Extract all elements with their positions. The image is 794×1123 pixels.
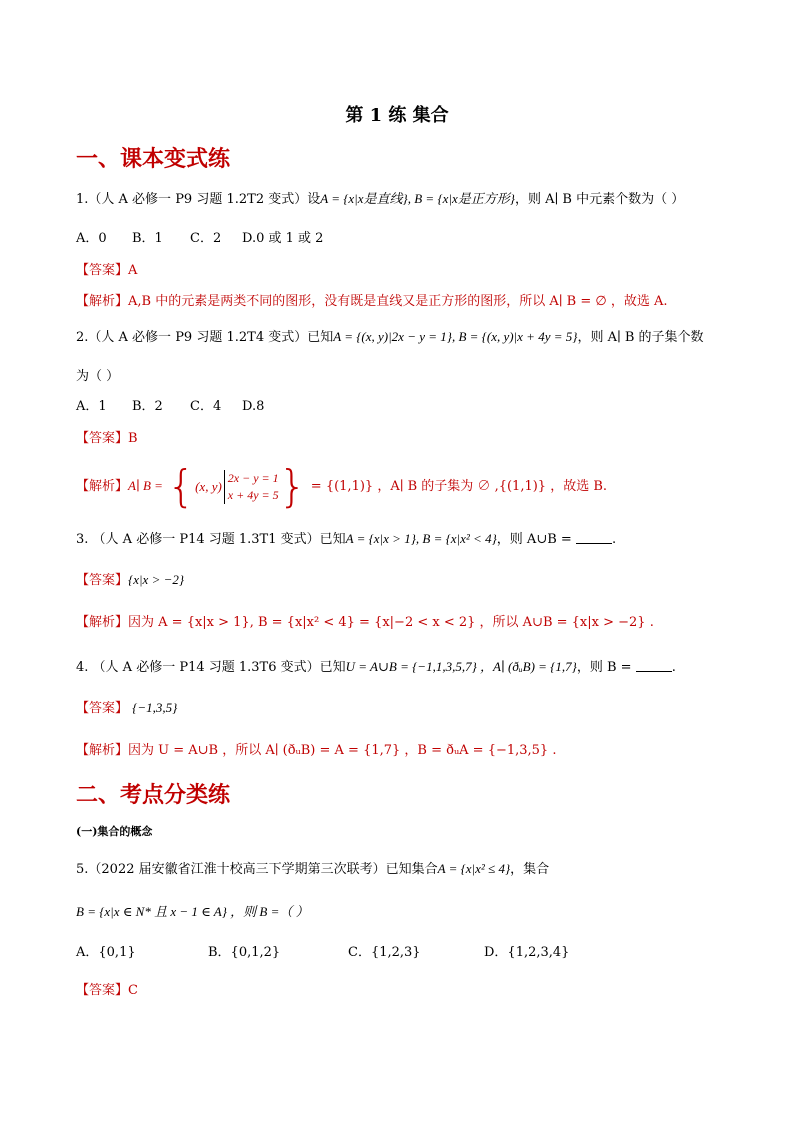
analysis-label: 【解析】 — [76, 743, 129, 758]
q2-analysis-pre: A∣ B = — [128, 478, 163, 493]
analysis-label: 【解析】 — [76, 294, 129, 309]
analysis-label: 【解析】 — [76, 615, 129, 630]
q5-prefix: 5.（2022 届安徽省江淮十校高三下学期第三次联考）已知集合 — [76, 862, 438, 877]
q1-analysis — [76, 293, 667, 311]
section-heading-1: 一、课本变式练 — [76, 146, 231, 172]
answer-label: 【答案】 — [76, 701, 129, 716]
q2-options — [76, 398, 264, 416]
q1-answer — [76, 262, 137, 280]
q3-math: A = {x|x > 1}, B = {x|x² < 4} — [345, 531, 497, 546]
q4-suffix: ，则 B = — [576, 660, 632, 675]
q2-analysis — [76, 460, 608, 512]
answer-blank — [576, 531, 612, 544]
q3-answer-value: {x|x > −2} — [128, 572, 185, 587]
q2-analysis-mid: = {(1,1)} ，A∣ B 的子集为 ∅ ,{(1,1)} ，故选 B. — [310, 479, 608, 494]
question-2 — [76, 328, 704, 347]
q5-line2-text: B = {x|x ∈ N* 且 x − 1 ∈ A} ，则 B =（ ） — [76, 904, 309, 919]
question-3: 3. （人 A 必修一 P14 习题 1.3T1 变式）已知A = {x|x > 1}, B = {x|x² < 4}，则 A∪B = . — [76, 531, 617, 547]
q1-option-a: A．0 — [76, 231, 107, 246]
q1-option-d: D.0 或 1 或 2 — [242, 231, 324, 246]
answer-label: 【答案】 — [76, 573, 129, 588]
q2-sys-eq1: 2x − y = 1 — [227, 470, 279, 485]
q2-option-b: B．2 — [132, 399, 163, 414]
q2-answer — [76, 430, 138, 448]
q4-analysis — [76, 742, 556, 760]
q2-prefix: 2.（人 A 必修一 P9 习题 1.2T4 变式）已知 — [76, 330, 334, 345]
q2-line2: 为（ ） — [76, 369, 120, 384]
answer-label: 【答案】 — [76, 263, 129, 278]
answer-label: 【答案】 — [76, 983, 129, 998]
analysis-label: 【解析】 — [76, 479, 129, 494]
question-1 — [76, 190, 684, 209]
q3-suffix: ，则 A∪B = — [496, 532, 572, 547]
q3-prefix: 3. （人 A 必修一 P14 习题 1.3T1 变式）已知 — [76, 532, 346, 547]
q2-answer-value: B — [128, 431, 138, 446]
question-4: 4. （人 A 必修一 P14 习题 1.3T6 变式）已知U = A∪B = {−1,1,3,5,7} ，A∣ (ðᵤB) = {1,7}，则 B = . — [76, 659, 676, 675]
q1-answer-value: A — [128, 263, 138, 278]
q2-math: A = {(x, y)|2x − y = 1}, B = {(x, y)|x + 4y = 5} — [333, 329, 578, 344]
section-heading-2: 二、考点分类练 — [76, 782, 231, 808]
q5-line2 — [76, 903, 309, 922]
q5-option-b: B．{0,1,2} — [208, 945, 281, 960]
answer-label: 【答案】 — [76, 431, 129, 446]
q4-analysis-text: 因为 U = A∪B ，所以 A∣ (ðᵤB) = A = {1,7} ，B = ðᵤA = {−1,3,5} . — [128, 743, 557, 758]
q1-options — [76, 230, 323, 248]
q5-option-d: D．{1,2,3,4} — [484, 945, 570, 960]
q4-prefix: 4. （人 A 必修一 P14 习题 1.3T6 变式）已知 — [76, 660, 346, 675]
q5-suffix: ，集合 — [510, 862, 550, 877]
q4-answer — [76, 699, 177, 718]
q3-analysis — [76, 614, 654, 632]
q3-analysis-text: 因为 A = {x|x > 1}, B = {x|x² < 4} = {x|−2 < x < 2} ，所以 A∪B = {x|x > −2} . — [128, 615, 654, 630]
q5-option-a: A．{0,1} — [76, 945, 136, 960]
q5-options — [76, 944, 569, 962]
q5-math: A = {x|x² ≤ 4} — [437, 861, 511, 876]
q2-option-a: A．1 — [76, 399, 107, 414]
q2-suffix: ，则 A∣ B 的子集个数 — [577, 330, 704, 345]
q3-answer — [76, 571, 184, 590]
answer-blank — [636, 659, 672, 672]
q2-sys-eq2: x + 4y = 5 — [227, 487, 279, 502]
equation-system — [167, 460, 307, 512]
right-brace: } — [278, 460, 307, 512]
q2-option-d: D.8 — [242, 399, 265, 414]
equation-rows — [224, 470, 279, 504]
q1-option-b: B．1 — [132, 231, 163, 246]
q5-answer-value: C — [128, 983, 138, 998]
q4-answer-value: {−1,3,5} — [132, 700, 178, 715]
q1-option-c: C．2 — [190, 231, 222, 246]
q5-option-c: C．{1,2,3} — [348, 945, 421, 960]
q5-answer — [76, 982, 138, 1000]
page-title: 第 1 练 集合 — [345, 105, 449, 126]
question-5 — [76, 860, 549, 879]
q2-xy: (x, y) — [195, 478, 222, 494]
q2-option-c: C．4 — [190, 399, 222, 414]
q1-prefix: 1.（人 A 必修一 P9 习题 1.2T2 变式）设 — [76, 192, 321, 207]
q1-suffix: ，则 A∣ B 中元素个数为（ ） — [514, 192, 685, 207]
q4-math: U = A∪B = {−1,1,3,5,7} ，A∣ (ðᵤB) = {1,7} — [345, 659, 577, 674]
q1-math: A = {x|x是直线}, B = {x|x是正方形} — [320, 191, 515, 206]
q1-analysis-text: A,B 中的元素是两类不同的图形，没有既是直线又是正方形的图形，所以 A∣ B = ∅ ，故选 A. — [128, 294, 668, 309]
left-brace: { — [167, 460, 196, 512]
subsection-heading: (一)集合的概念 — [76, 825, 153, 838]
